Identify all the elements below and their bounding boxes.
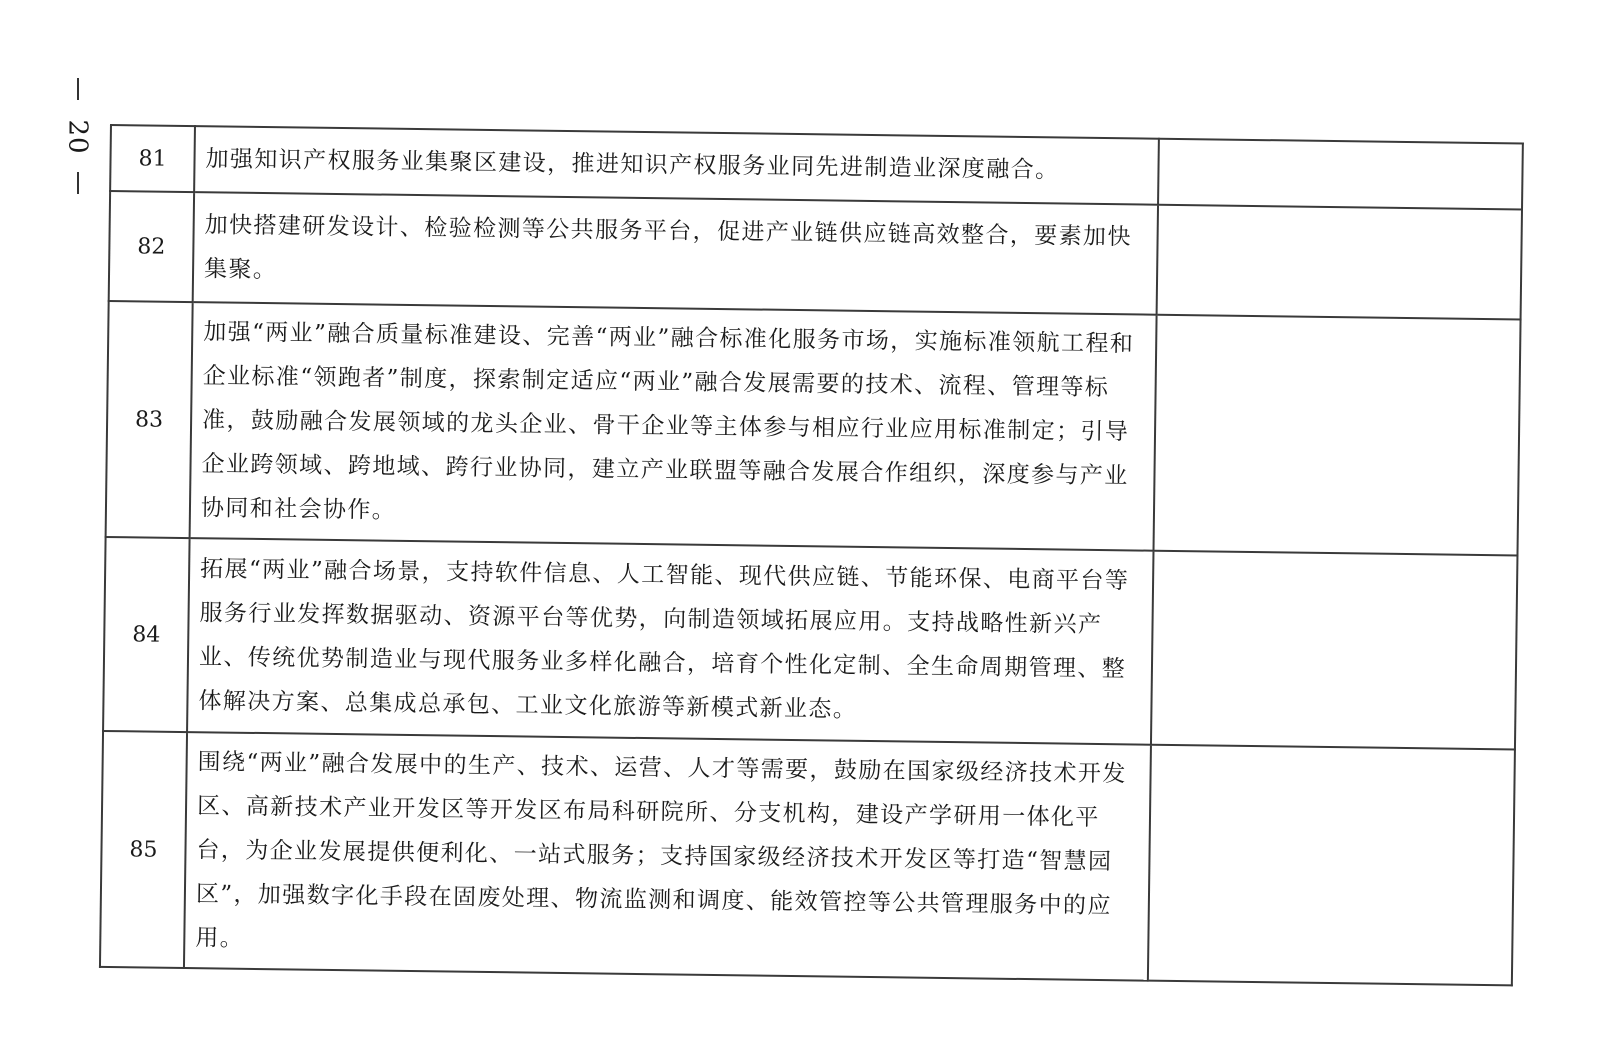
page-number-text: 20 bbox=[63, 119, 93, 155]
row-remark bbox=[1151, 551, 1518, 750]
row-number: 81 bbox=[110, 125, 195, 192]
row-number: 84 bbox=[103, 537, 190, 732]
row-content: 加快搭建研发设计、检验检测等公共服务平台，促进产业链供应链高效整合，要素加快集聚。 bbox=[193, 192, 1158, 315]
row-remark bbox=[1148, 745, 1515, 986]
table-row bbox=[100, 731, 1515, 985]
row-content: 拓展“两业”融合场景，支持软件信息、人工智能、现代供应链、节能环保、电商平台等服务行业发挥数据驱动、资源平台等优势，向制造领域拓展应用。支持战略性新兴产业、传统优势制造业与现代服务业多样化融合，培育个性化定制、全生命周期管理、整体解决方案、总集成总承包、工业文化旅游等新模式新业态。 bbox=[187, 538, 1153, 745]
row-number: 82 bbox=[109, 191, 194, 302]
row-remark bbox=[1158, 139, 1523, 210]
page-number-dash-bottom bbox=[77, 172, 79, 194]
page-number-dash-top bbox=[77, 78, 79, 100]
row-content: 围绕“两业”融合发展中的生产、技术、运营、人才等需要，鼓励在国家级经济技术开发区、高新技术产业开发区等开发区布局科研院所、分支机构，建设产学研用一体化平台，为企业发展提供便利化、一站式服务；支持国家级经济技术开发区等打造“智慧园区”，加强数字化手段在固废处理、物流监测和调度、能效管控等公共管理服务中的应用。 bbox=[184, 732, 1151, 981]
row-remark bbox=[1157, 205, 1522, 320]
task-table bbox=[99, 124, 1502, 986]
table-row bbox=[109, 191, 1522, 319]
row-number: 83 bbox=[106, 301, 193, 538]
row-number: 85 bbox=[100, 731, 187, 968]
row-content: 加强知识产权服务业集聚区建设，推进知识产权服务业同先进制造业深度融合。 bbox=[194, 126, 1159, 205]
table-row bbox=[106, 301, 1521, 555]
row-remark bbox=[1154, 315, 1521, 556]
task-table-grid bbox=[99, 124, 1524, 986]
table-row bbox=[103, 537, 1517, 749]
page-number bbox=[58, 78, 98, 228]
row-content: 加强“两业”融合质量标准建设、完善“两业”融合标准化服务市场，实施标准领航工程和企业标准“领跑者”制度，探索制定适应“两业”融合发展需要的技术、流程、管理等标准，鼓励融合发展领域的龙头企业、骨干企业等主体参与相应行业应用标准制定；引导企业跨领域、跨地域、跨行业协同，建立产业联盟等融合发展合作组织，深度参与产业协同和社会协作。 bbox=[190, 302, 1157, 551]
